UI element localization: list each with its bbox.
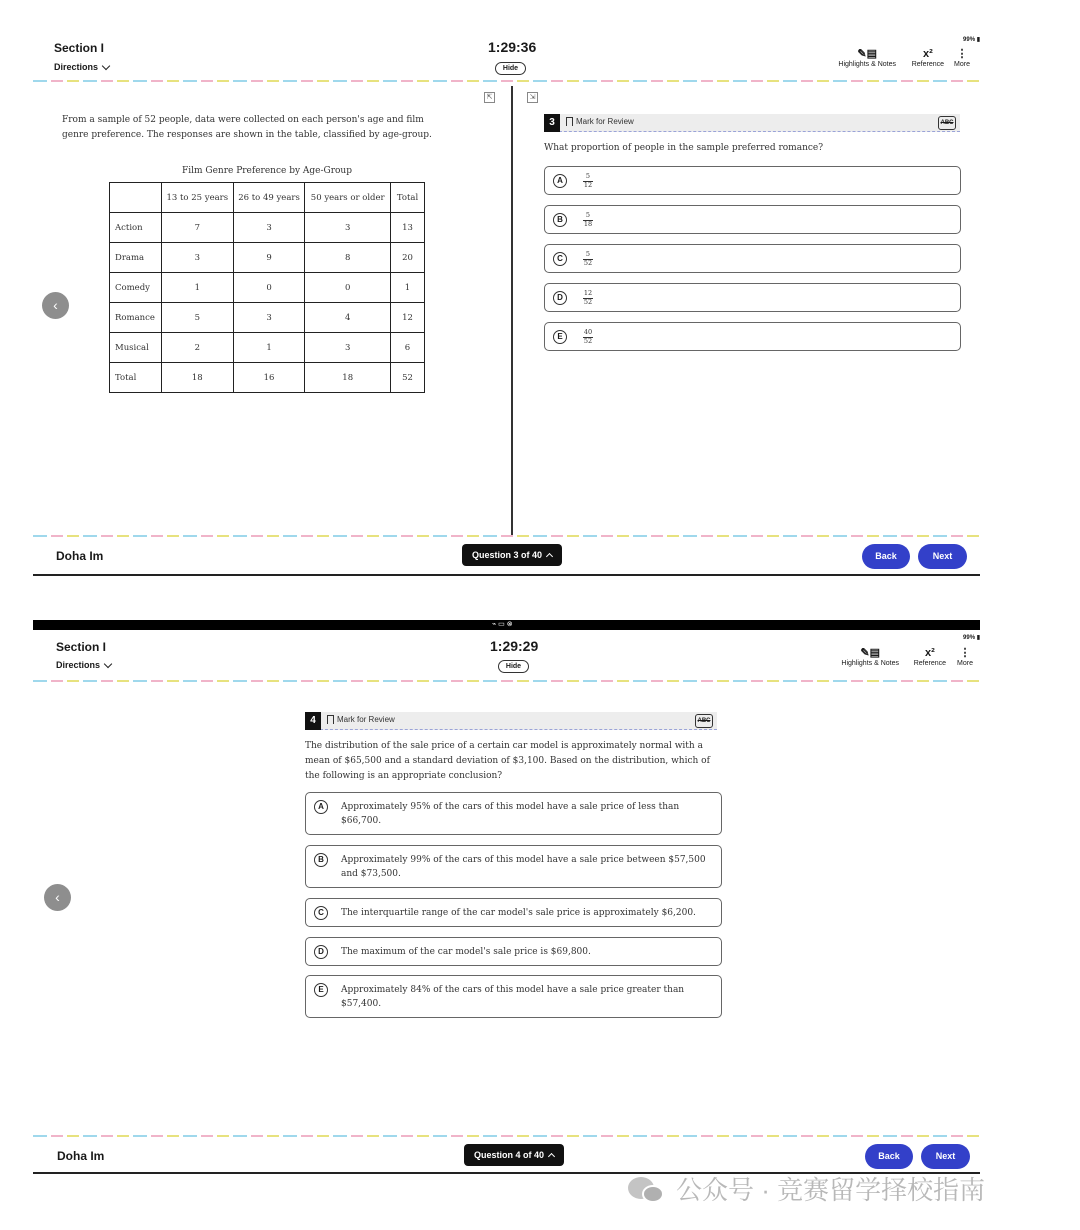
mark-for-review-label: Mark for Review xyxy=(576,117,634,126)
answer-eliminator-button[interactable]: ABC xyxy=(938,116,956,130)
option-letter: B xyxy=(553,213,567,227)
fraction-denominator: 52 xyxy=(583,259,593,267)
highlights-notes-button[interactable] xyxy=(838,48,896,68)
table-cell: 1 xyxy=(233,333,305,363)
back-button[interactable]: Back xyxy=(862,544,910,569)
option-letter: D xyxy=(314,945,328,959)
back-button[interactable]: Back xyxy=(865,1144,913,1169)
table-cell: 9 xyxy=(233,243,305,273)
chevron-down-icon xyxy=(102,61,110,69)
answer-option-c[interactable] xyxy=(305,898,722,927)
student-name: Doha Im xyxy=(57,1149,105,1163)
more-button[interactable] xyxy=(957,647,973,667)
hide-timer-button[interactable]: Hide xyxy=(495,62,526,75)
table-cell: 3 xyxy=(305,213,391,243)
table-row xyxy=(110,333,425,363)
table-cell: 0 xyxy=(305,273,391,303)
option-text: The interquartile range of the car model's sale price is approximately $6,200. xyxy=(341,908,696,918)
directions-dropdown[interactable] xyxy=(56,660,111,670)
directions-dropdown[interactable] xyxy=(54,62,109,72)
wechat-icon xyxy=(628,1175,668,1203)
battery-indicator: 99% ▮ xyxy=(963,37,980,43)
bottom-bar xyxy=(33,536,980,576)
expand-right-pane-icon[interactable]: ⇲ xyxy=(527,92,538,103)
question-navigator-label: Question 4 of 40 xyxy=(474,1150,545,1160)
table-cell: 1 xyxy=(391,273,425,303)
answer-option-b[interactable] xyxy=(544,205,961,234)
mark-for-review-button[interactable] xyxy=(566,117,634,126)
row-label: Drama xyxy=(110,243,162,273)
row-label: Musical xyxy=(110,333,162,363)
question-navigator-label: Question 3 of 40 xyxy=(472,550,543,560)
header-divider xyxy=(33,80,980,82)
option-letter: C xyxy=(553,252,567,266)
table-cell: 18 xyxy=(305,363,391,393)
wechat-watermark xyxy=(628,1170,985,1207)
column-header: Total xyxy=(391,183,425,213)
question-header xyxy=(305,712,717,730)
answer-option-e[interactable] xyxy=(305,975,722,1018)
timer: 1:29:36 xyxy=(488,39,537,55)
answer-option-a[interactable] xyxy=(544,166,961,195)
table-cell: 12 xyxy=(391,303,425,333)
pane-splitter[interactable] xyxy=(511,86,513,536)
table-cell: 4 xyxy=(305,303,391,333)
option-letter: E xyxy=(314,983,328,997)
option-fraction xyxy=(583,290,593,306)
option-letter: A xyxy=(314,800,328,814)
fraction-numerator: 12 xyxy=(583,289,593,297)
chevron-up-icon xyxy=(546,553,553,560)
fraction-denominator: 18 xyxy=(583,220,593,228)
row-label: Romance xyxy=(110,303,162,333)
option-letter: E xyxy=(553,330,567,344)
table-cell: 2 xyxy=(161,333,233,363)
answer-option-e[interactable] xyxy=(544,322,961,351)
column-header: 50 years or older xyxy=(305,183,391,213)
option-letter: B xyxy=(314,853,328,867)
genre-table xyxy=(109,182,425,393)
bottom-rule xyxy=(33,574,980,576)
reference-label: Reference xyxy=(911,61,944,68)
directions-label: Directions xyxy=(54,62,99,72)
question-number: 4 xyxy=(305,712,321,730)
fraction-denominator: 52 xyxy=(583,298,593,306)
reference-button[interactable] xyxy=(914,647,946,667)
exam-screen-question-3 xyxy=(33,28,980,576)
table-cell: 3 xyxy=(233,303,305,333)
highlights-notes-label: Highlights & Notes xyxy=(838,61,896,68)
fraction-numerator: 40 xyxy=(583,328,593,336)
more-button[interactable] xyxy=(954,48,970,68)
fraction-numerator: 5 xyxy=(585,250,591,258)
exam-screen-question-4 xyxy=(33,630,980,1176)
formula-icon: x² xyxy=(924,647,935,659)
top-bar xyxy=(33,28,980,82)
table-header-row xyxy=(110,183,425,213)
table-title: Film Genre Preference by Age-Group xyxy=(182,166,352,176)
table-cell: 7 xyxy=(161,213,233,243)
question-text: What proportion of people in the sample preferred romance? xyxy=(544,143,824,153)
header-divider xyxy=(33,680,980,682)
table-cell: 1 xyxy=(161,273,233,303)
question-header xyxy=(544,114,960,132)
table-corner-cell xyxy=(110,183,162,213)
option-fraction xyxy=(583,329,593,345)
table-cell: 13 xyxy=(391,213,425,243)
battery-indicator: 99% ▮ xyxy=(963,635,980,641)
column-header: 26 to 49 years xyxy=(233,183,305,213)
table-cell: 52 xyxy=(391,363,425,393)
option-text: The maximum of the car model's sale price is $69,800. xyxy=(341,947,591,957)
table-cell: 20 xyxy=(391,243,425,273)
fraction-numerator: 5 xyxy=(585,172,591,180)
table-row xyxy=(110,363,425,393)
formula-icon: x² xyxy=(922,48,933,60)
question-navigator-button[interactable] xyxy=(462,544,562,566)
section-title: Section I xyxy=(54,41,105,55)
table-row xyxy=(110,213,425,243)
table-cell: 3 xyxy=(305,333,391,363)
question-navigator-button[interactable] xyxy=(464,1144,564,1166)
directions-label: Directions xyxy=(56,660,101,670)
option-text: Approximately 99% of the cars of this model have a sale price between $57,500 and $73,500. xyxy=(341,855,706,879)
next-button[interactable]: Next xyxy=(921,1144,970,1169)
hide-timer-button[interactable]: Hide xyxy=(498,660,529,673)
option-letter: D xyxy=(553,291,567,305)
answer-option-d[interactable] xyxy=(305,937,722,966)
highlights-notes-button[interactable] xyxy=(841,647,899,667)
more-label: More xyxy=(954,61,970,68)
next-button[interactable]: Next xyxy=(918,544,967,569)
student-name: Doha Im xyxy=(56,549,104,563)
option-letter: C xyxy=(314,906,328,920)
row-label: Comedy xyxy=(110,273,162,303)
column-header: 13 to 25 years xyxy=(161,183,233,213)
table-cell: 3 xyxy=(161,243,233,273)
reference-button[interactable] xyxy=(912,48,944,68)
pencil-notes-icon: ✎▤ xyxy=(860,647,881,659)
chevron-down-icon xyxy=(104,659,112,667)
row-label: Action xyxy=(110,213,162,243)
mark-for-review-label: Mark for Review xyxy=(337,715,395,724)
fraction-denominator: 12 xyxy=(583,181,593,189)
previous-arrow-button[interactable]: ‹ xyxy=(42,292,69,319)
table-cell: 18 xyxy=(161,363,233,393)
section-title: Section I xyxy=(56,640,107,654)
option-fraction xyxy=(583,212,593,228)
answer-option-c[interactable] xyxy=(544,244,961,273)
mark-for-review-button[interactable] xyxy=(327,715,395,724)
more-vertical-icon: ⋮ xyxy=(956,48,968,60)
table-cell: 8 xyxy=(305,243,391,273)
table-cell: 5 xyxy=(161,303,233,333)
option-fraction xyxy=(583,251,593,267)
question-number: 3 xyxy=(544,114,560,132)
table-row xyxy=(110,243,425,273)
bookmark-icon xyxy=(566,117,573,126)
reference-label: Reference xyxy=(913,660,946,667)
table-cell: 6 xyxy=(391,333,425,363)
answer-option-a[interactable] xyxy=(305,792,722,835)
table-cell: 16 xyxy=(233,363,305,393)
table-cell: 3 xyxy=(233,213,305,243)
answer-option-d[interactable] xyxy=(544,283,961,312)
status-bar-icons: ⌁ ▭ ⊗ xyxy=(492,621,513,628)
fraction-denominator: 52 xyxy=(583,337,593,345)
question-text: The distribution of the sale price of a certain car model is approximately normal with a mean of $65,500 and a standard deviation of $3,100. Based on the distribution, which of the following is an appropriate conclusion? xyxy=(305,741,710,781)
chevron-up-icon xyxy=(548,1153,555,1160)
expand-left-pane-icon[interactable]: ⇱ xyxy=(484,92,495,103)
option-text: Approximately 84% of the cars of this model have a sale price greater than $57,400. xyxy=(341,985,685,1009)
table-row xyxy=(110,303,425,333)
pencil-notes-icon: ✎▤ xyxy=(857,48,878,60)
row-label: Total xyxy=(110,363,162,393)
top-bar xyxy=(33,630,980,684)
option-fraction xyxy=(583,173,593,189)
more-vertical-icon: ⋮ xyxy=(959,647,971,659)
answer-option-b[interactable] xyxy=(305,845,722,888)
option-text: Approximately 95% of the cars of this model have a sale price of less than $66,700. xyxy=(341,802,680,826)
previous-arrow-button[interactable]: ‹ xyxy=(44,884,71,911)
table-cell: 0 xyxy=(233,273,305,303)
passage-text: From a sample of 52 people, data were collected on each person's age and film genre preference. The responses are shown in the table, classified by age-group. xyxy=(62,115,432,140)
watermark-text: 公众号 · 竞赛留学择校指南 xyxy=(676,1175,986,1205)
highlights-notes-label: Highlights & Notes xyxy=(841,660,899,667)
fraction-numerator: 5 xyxy=(585,211,591,219)
timer: 1:29:29 xyxy=(490,638,539,654)
option-letter: A xyxy=(553,174,567,188)
table-row xyxy=(110,273,425,303)
answer-eliminator-button[interactable]: ABC xyxy=(695,714,713,728)
bookmark-icon xyxy=(327,715,334,724)
more-label: More xyxy=(957,660,973,667)
